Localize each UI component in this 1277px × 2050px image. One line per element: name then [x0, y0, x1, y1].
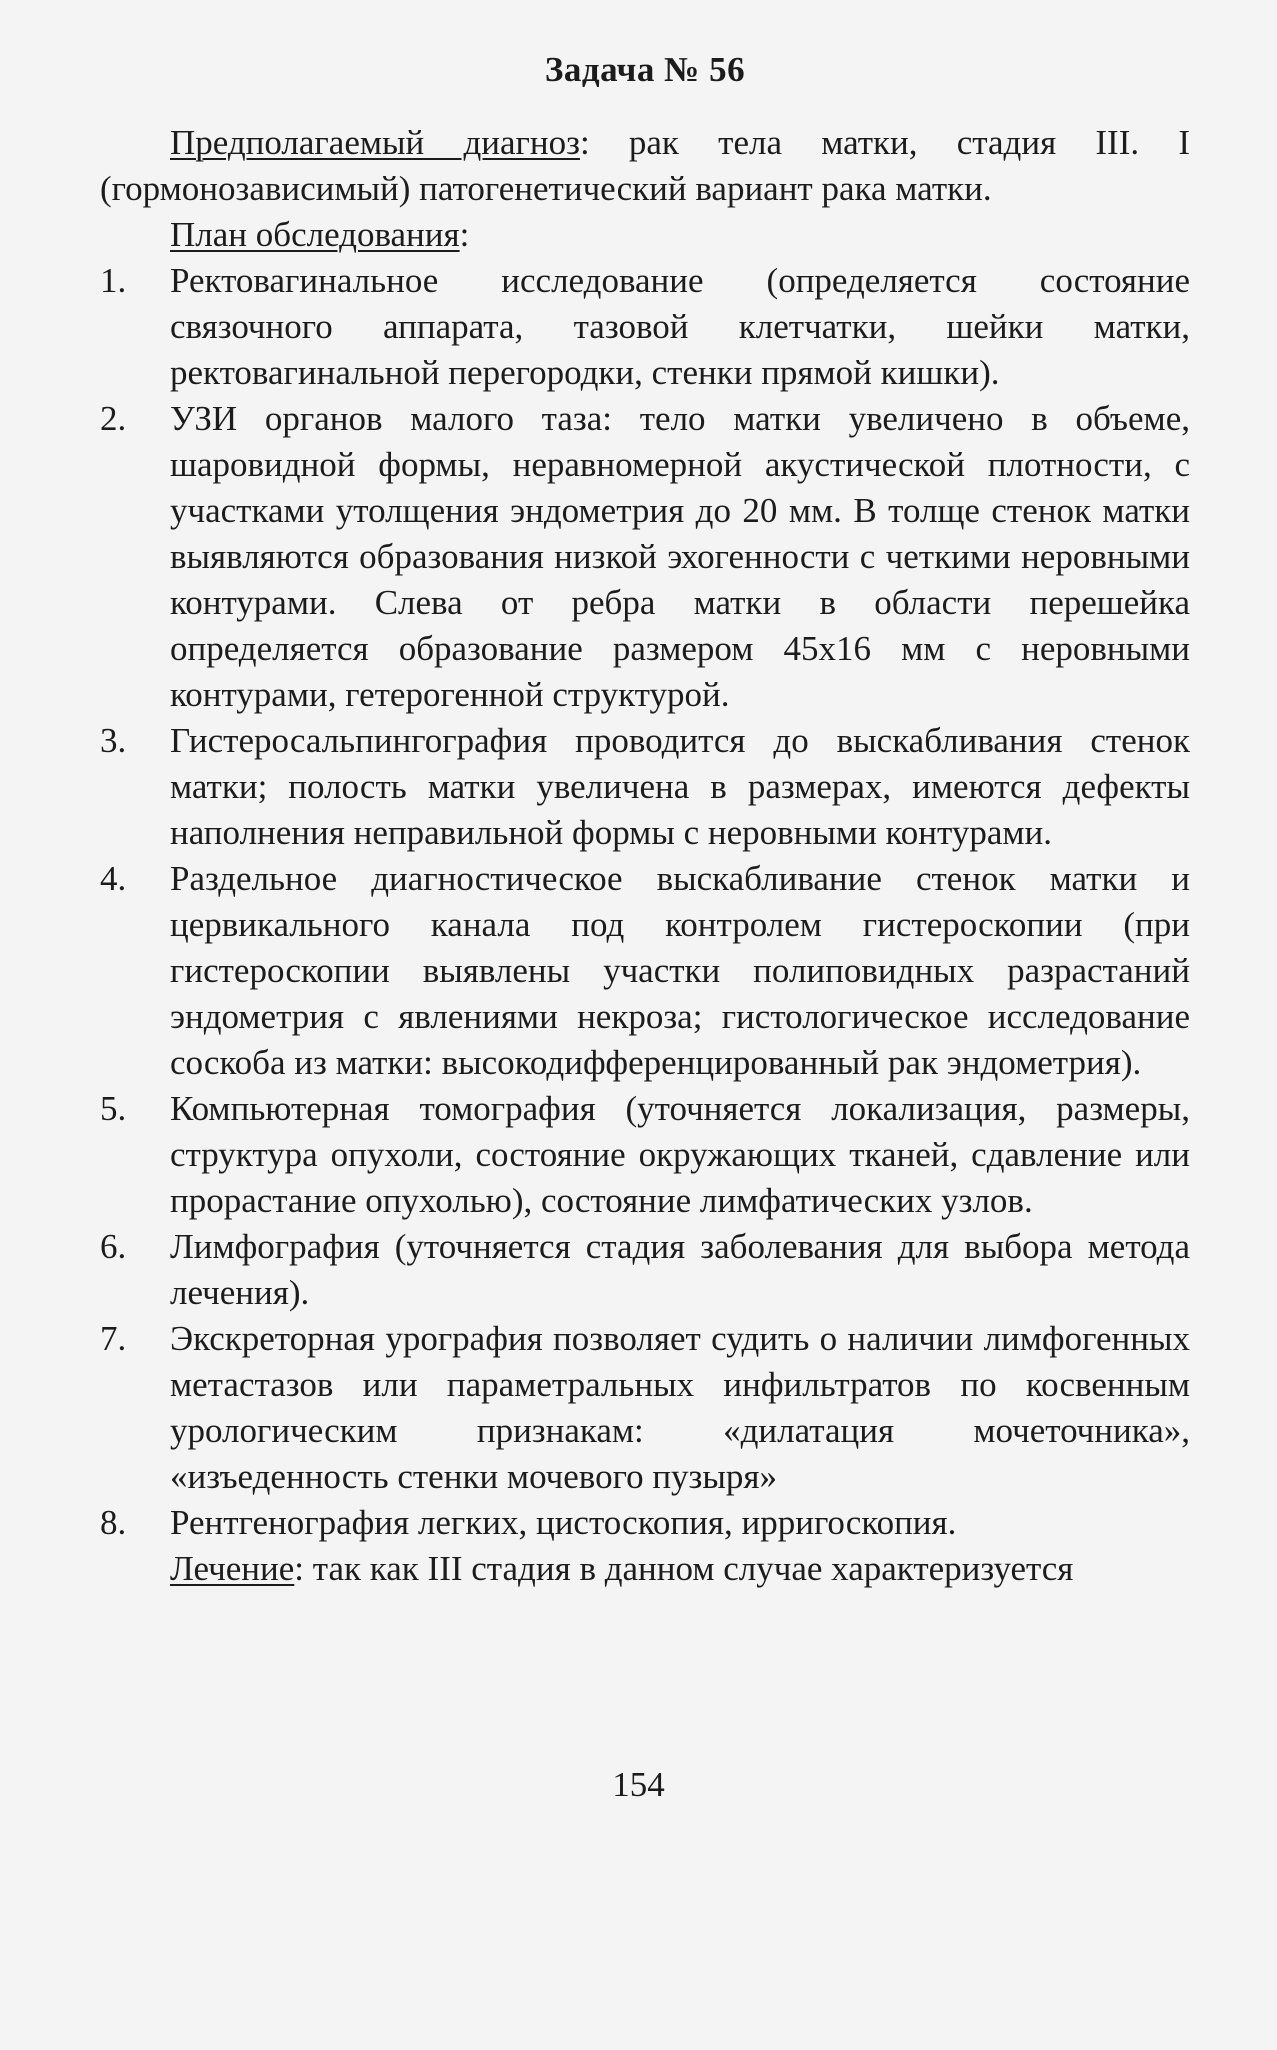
diagnosis-paragraph: [100, 120, 1190, 212]
list-item-number: 6.: [100, 1227, 127, 1266]
page-number: 154: [612, 1765, 665, 1804]
task-title: Задача № 56: [544, 50, 746, 89]
list-item-text: Ректовагинальное исследование (определяется состояние связочного аппарата, тазовой клетчатки, шейки матки, ректовагинальной перегородки, стенки прямой кишки).: [170, 261, 1190, 392]
list-item-text: Лимфография (уточняется стадия заболевания для выбора метода лечения).: [170, 1227, 1190, 1312]
treatment-text: : так как III стадия в данном случае характеризуется: [294, 1549, 1074, 1588]
list-item: [100, 856, 1190, 1086]
list-item: [100, 1500, 1190, 1546]
treatment-label: Лечение: [170, 1549, 295, 1588]
list-item-number: 4.: [100, 859, 127, 898]
list-item-text: Рентгенография легких, цистоскопия, ирригоскопия.: [170, 1503, 957, 1542]
page-content: [100, 40, 1190, 1592]
treatment-paragraph: [100, 1546, 1190, 1592]
list-item-number: 7.: [100, 1319, 127, 1358]
list-item-text: Компьютерная томография (уточняется локализация, размеры, структура опухоли, состояние окружающих тканей, сдавление или прорастание опухолью), состояние лимфатических узлов.: [170, 1089, 1190, 1220]
list-item-number: 2.: [100, 399, 127, 438]
list-item-number: 1.: [100, 261, 127, 300]
list-item-text: Раздельное диагностическое выскабливание стенок матки и цервикального канала под контролем гистероскопии (при гистероскопии выявлены участки полиповидных разрастаний эндометрия с явлениями некроза; гистологическое исследование соскоба из матки: высокодифференцированный рак эндометрия).: [170, 859, 1190, 1082]
list-item: [100, 1224, 1190, 1316]
list-item-text: УЗИ органов малого таза: тело матки увеличено в объеме, шаровидной формы, неравномерной акустической плотности, с участками утолщения эндометрия до 20 мм. В толще стенок матки выявляются образования низкой эхогенности с четкими неровными контурами. Слева от ребра матки в области перешейка определяется образование размером 45х16 мм с неровными контурами, гетерогенной структурой.: [170, 399, 1190, 714]
list-item-number: 3.: [100, 721, 127, 760]
list-item: [100, 1086, 1190, 1224]
plan-label-suffix: :: [459, 215, 470, 254]
diagnosis-text: : рак тела матки, стадия III. I (гормонозависимый) патогенетический вариант рака матки.: [100, 123, 1190, 208]
list-item: [100, 718, 1190, 856]
examination-plan-list: [100, 258, 1190, 1546]
list-item-text: Гистеросальпингография проводится до выскабливания стенок матки; полость матки увеличена в размерах, имеются дефекты наполнения неправильной формы с неровными контурами.: [170, 721, 1190, 852]
plan-heading: [100, 212, 1190, 258]
list-item-number: 5.: [100, 1089, 127, 1128]
list-item: [100, 1316, 1190, 1500]
list-item: [100, 396, 1190, 718]
list-item-text: Экскреторная урография позволяет судить о наличии лимфогенных метастазов или параметральных инфильтратов по косвенным урологическим признакам: «дилатация мочеточника», «изъеденность стенки мочевого пузыря»: [170, 1319, 1190, 1496]
diagnosis-label: Предполагаемый диагноз: [170, 123, 580, 162]
list-item-number: 8.: [100, 1503, 127, 1542]
list-item: [100, 258, 1190, 396]
plan-label: План обследования: [170, 215, 460, 254]
